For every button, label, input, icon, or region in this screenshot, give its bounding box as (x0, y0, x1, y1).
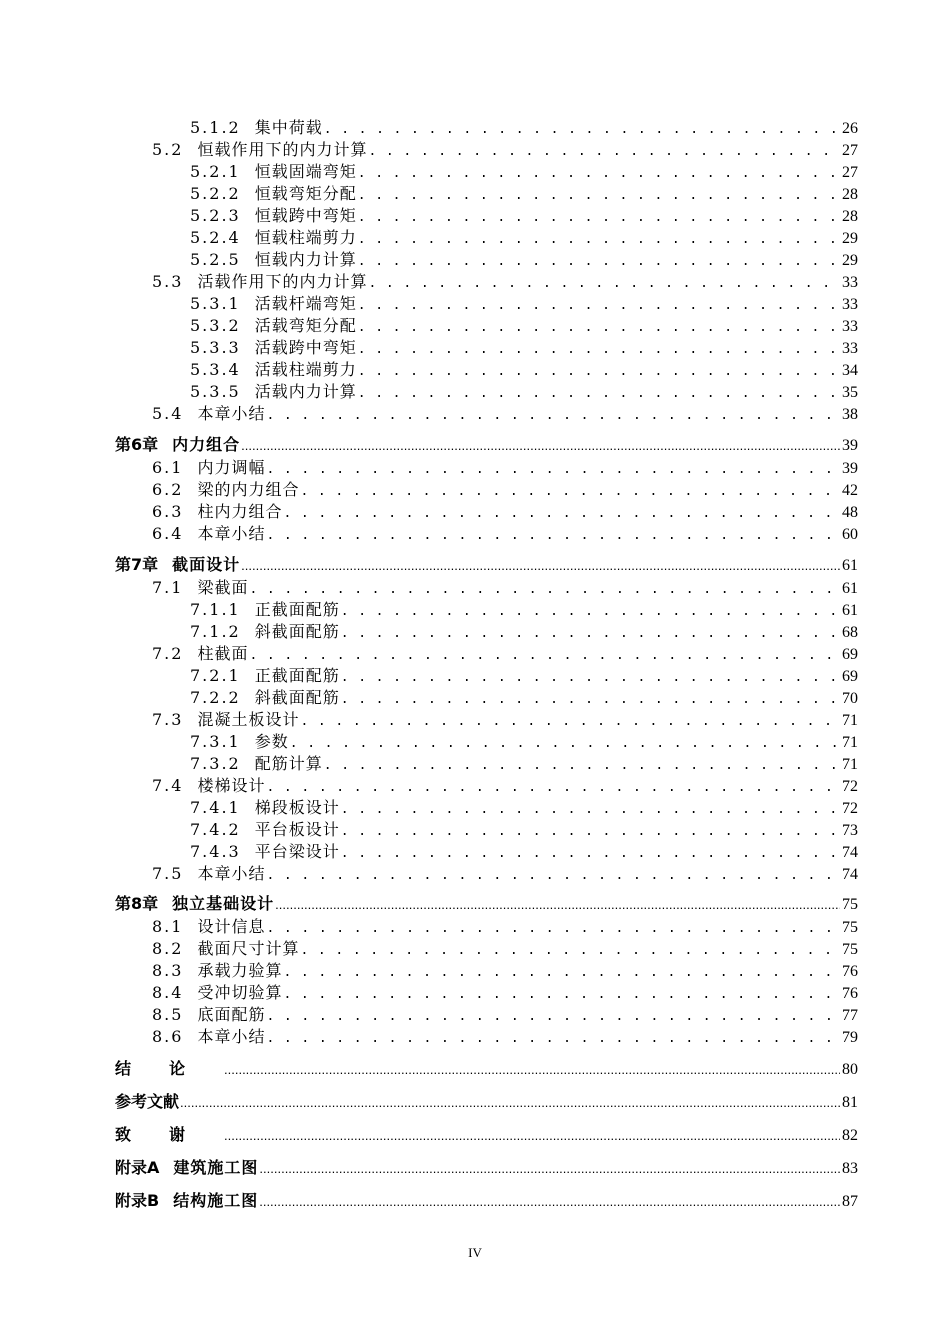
dot-leader (358, 162, 840, 181)
toc-number: 6.2 (152, 480, 184, 499)
toc-page: 34 (842, 362, 858, 379)
toc-page: 72 (842, 800, 858, 817)
toc-page: 72 (842, 778, 858, 795)
toc-number: 7.3.1 (190, 732, 241, 751)
toc-page: 28 (842, 208, 858, 225)
toc-number: 6.1 (152, 458, 184, 477)
dot-leader (358, 250, 840, 269)
toc-title: 本章小结 (197, 524, 266, 543)
toc-title: 受冲切验算 (197, 983, 283, 1002)
dot-leader (266, 1005, 840, 1024)
toc-entry[interactable] (190, 203, 858, 226)
toc-number: 8.6 (152, 1027, 184, 1046)
toc-entry[interactable] (190, 225, 858, 248)
toc-page: 27 (842, 164, 858, 181)
toc-number: 5.3.4 (190, 360, 241, 379)
toc-title: 参数 (254, 732, 289, 751)
toc-entry[interactable] (190, 291, 858, 314)
toc-entry[interactable] (190, 817, 858, 840)
dot-leader (358, 206, 840, 225)
toc-number: 5.3.5 (190, 382, 241, 401)
chapter-number: 第7章 (115, 555, 159, 574)
toc-page: 28 (842, 186, 858, 203)
toc-title: 恒载柱端剪力 (254, 228, 357, 247)
toc-title: 梯段板设计 (254, 798, 340, 817)
toc-entry[interactable] (152, 455, 858, 478)
toc-entry[interactable] (190, 357, 858, 380)
dot-leader (275, 894, 840, 913)
toc-page: 76 (842, 985, 858, 1002)
toc-page: 33 (842, 318, 858, 335)
dot-leader (266, 524, 840, 543)
dot-leader (341, 600, 840, 619)
page-number: IV (468, 1245, 482, 1260)
toc-entry[interactable] (152, 980, 858, 1003)
toc-title: 混凝土板设计 (197, 710, 300, 729)
toc-entry[interactable] (152, 477, 858, 500)
dot-leader (358, 228, 840, 247)
dot-leader (224, 1059, 840, 1078)
dot-leader (241, 555, 840, 574)
toc-page: 79 (842, 1029, 858, 1046)
dot-leader (324, 118, 840, 137)
dot-leader (368, 140, 840, 159)
dot-leader (266, 458, 840, 477)
toc-title: 承载力验算 (197, 961, 283, 980)
toc-page: 87 (842, 1193, 858, 1210)
toc-entry[interactable] (190, 159, 858, 182)
dot-leader (300, 480, 840, 499)
chapter-title: 截面设计 (172, 555, 241, 574)
toc-number: 5.1.2 (190, 118, 241, 137)
toc-page: 48 (842, 504, 858, 521)
toc-entry[interactable] (190, 685, 858, 708)
toc-number: 5.4 (152, 404, 184, 423)
toc-appendix-a[interactable] (115, 1155, 858, 1178)
toc-title: 活载弯矩分配 (254, 316, 357, 335)
toc-page: 61 (842, 580, 858, 597)
toc-title: 恒载作用下的内力计算 (197, 140, 368, 159)
toc-entry[interactable] (152, 958, 858, 981)
toc-page: 80 (842, 1061, 858, 1078)
toc-page: 82 (842, 1127, 858, 1144)
dot-leader (324, 754, 840, 773)
toc-number: 5.2 (152, 140, 184, 159)
dot-leader (341, 688, 840, 707)
toc-page: 81 (842, 1094, 858, 1111)
toc-title: 斜截面配筋 (254, 688, 340, 707)
toc-page: 69 (842, 646, 858, 663)
toc-entry[interactable] (152, 401, 858, 424)
chapter-title: 独立基础设计 (172, 894, 275, 913)
dot-leader (224, 1125, 840, 1144)
dot-leader (266, 864, 840, 883)
toc-title: 本章小结 (197, 404, 266, 423)
chapter-title: 致谢 (115, 1125, 224, 1144)
toc-number: 5.2.5 (190, 250, 241, 269)
toc-conclusion[interactable] (115, 1056, 858, 1079)
toc-page: 27 (842, 142, 858, 159)
toc-entry[interactable] (190, 729, 858, 752)
toc-title: 柱截面 (197, 644, 249, 663)
dot-leader (300, 939, 840, 958)
toc-page: 33 (842, 340, 858, 357)
toc-page: 61 (842, 557, 858, 574)
toc-number: 8.3 (152, 961, 184, 980)
toc-number: 7.1 (152, 578, 184, 597)
toc-title: 恒载内力计算 (254, 250, 357, 269)
toc-entry[interactable] (152, 137, 858, 160)
toc-title: 梁的内力组合 (197, 480, 300, 499)
toc-number: 7.2.1 (190, 666, 241, 685)
toc-entry[interactable] (190, 335, 858, 358)
toc-entry[interactable] (190, 597, 858, 620)
toc-acknowledgements[interactable] (115, 1122, 858, 1145)
toc-page: 33 (842, 274, 858, 291)
toc-title: 正截面配筋 (254, 666, 340, 685)
toc-appendix-b[interactable] (115, 1188, 858, 1211)
dot-leader (300, 710, 840, 729)
toc-number: 5.2.2 (190, 184, 241, 203)
toc-number: 7.5 (152, 864, 184, 883)
dot-leader (341, 842, 840, 861)
toc-number: 8.2 (152, 939, 184, 958)
toc-number: 8.1 (152, 917, 184, 936)
toc-title: 楼梯设计 (197, 776, 266, 795)
toc-title: 梁截面 (197, 578, 249, 597)
dot-leader (259, 1191, 840, 1210)
dot-leader (341, 798, 840, 817)
toc-entry[interactable] (152, 773, 858, 796)
appendix-title: 结构施工图 (173, 1191, 259, 1210)
toc-entry[interactable] (152, 707, 858, 730)
dot-leader (266, 404, 840, 423)
toc-page: 68 (842, 624, 858, 641)
toc-title: 柱内力组合 (197, 502, 283, 521)
toc-title: 活载作用下的内力计算 (197, 272, 368, 291)
toc-number: 7.4.2 (190, 820, 241, 839)
dot-leader (283, 983, 840, 1002)
dot-leader (341, 622, 840, 641)
chapter-number: 第6章 (115, 435, 159, 454)
toc-number: 8.5 (152, 1005, 184, 1024)
dot-leader (283, 502, 840, 521)
toc-title: 平台板设计 (254, 820, 340, 839)
toc-page: 76 (842, 963, 858, 980)
toc-title: 设计信息 (197, 917, 266, 936)
toc-page: 26 (842, 120, 858, 137)
dot-leader (266, 917, 840, 936)
toc-title: 活载内力计算 (254, 382, 357, 401)
dot-leader (266, 776, 840, 795)
dot-leader (283, 961, 840, 980)
toc-title: 底面配筋 (197, 1005, 266, 1024)
toc-page: 71 (842, 756, 858, 773)
toc-title: 截面尺寸计算 (197, 939, 300, 958)
toc-entry[interactable] (190, 751, 858, 774)
dot-leader (368, 272, 840, 291)
toc-title: 斜截面配筋 (254, 622, 340, 641)
toc-entry[interactable] (152, 575, 858, 598)
chapter-title: 参考文献 (115, 1092, 180, 1111)
toc-title: 平台梁设计 (254, 842, 340, 861)
toc-number: 5.3.3 (190, 338, 241, 357)
toc-entry[interactable] (152, 269, 858, 292)
toc-number: 7.4 (152, 776, 184, 795)
toc-number: 5.3.1 (190, 294, 241, 313)
dot-leader (290, 732, 840, 751)
toc-page: 29 (842, 230, 858, 247)
toc-number: 7.1.2 (190, 622, 241, 641)
toc-page: 71 (842, 734, 858, 751)
toc-page: 38 (842, 406, 858, 423)
toc-title: 本章小结 (197, 864, 266, 883)
toc-page: 75 (842, 941, 858, 958)
toc-page: 60 (842, 526, 858, 543)
toc-number: 6.4 (152, 524, 184, 543)
toc-title: 本章小结 (197, 1027, 266, 1046)
toc-title: 恒载跨中弯矩 (254, 206, 357, 225)
appendix-label: 附录B (115, 1191, 160, 1210)
chapter-title: 结论 (115, 1059, 224, 1078)
toc-number: 7.1.1 (190, 600, 241, 619)
toc-number: 7.3.2 (190, 754, 241, 773)
dot-leader (358, 316, 840, 335)
toc-title: 集中荷载 (254, 118, 323, 137)
toc-title: 恒载固端弯矩 (254, 162, 357, 181)
dot-leader (358, 338, 840, 357)
toc-number: 7.4.3 (190, 842, 241, 861)
toc-entry[interactable] (190, 839, 858, 862)
toc-page: 71 (842, 712, 858, 729)
toc-number: 7.2 (152, 644, 184, 663)
toc-page: 29 (842, 252, 858, 269)
toc-chapter[interactable] (115, 432, 858, 455)
toc-entry[interactable] (190, 181, 858, 204)
dot-leader (241, 435, 840, 454)
toc-title: 恒载弯矩分配 (254, 184, 357, 203)
toc-number: 8.4 (152, 983, 184, 1002)
toc-page: 83 (842, 1160, 858, 1177)
dot-leader (358, 294, 840, 313)
dot-leader (180, 1092, 840, 1111)
toc-entry[interactable] (152, 521, 858, 544)
toc-number: 7.2.2 (190, 688, 241, 707)
dot-leader (259, 1158, 840, 1177)
toc-page: 74 (842, 844, 858, 861)
toc-entry[interactable] (190, 663, 858, 686)
toc-page: 42 (842, 482, 858, 499)
appendix-label: 附录A (115, 1158, 160, 1177)
toc-title: 活载跨中弯矩 (254, 338, 357, 357)
toc-number: 5.3 (152, 272, 184, 291)
toc-page: 73 (842, 822, 858, 839)
toc-entry[interactable] (190, 115, 858, 138)
toc-entry[interactable] (152, 1024, 858, 1047)
toc-page: 39 (842, 460, 858, 477)
toc-entry[interactable] (152, 499, 858, 522)
toc-title: 活载柱端剪力 (254, 360, 357, 379)
dot-leader (358, 184, 840, 203)
toc-entry[interactable] (152, 641, 858, 664)
appendix-title: 建筑施工图 (173, 1158, 259, 1177)
toc-title: 活载杆端弯矩 (254, 294, 357, 313)
dot-leader (341, 666, 840, 685)
dot-leader (266, 1027, 840, 1046)
toc-page: 61 (842, 602, 858, 619)
dot-leader (249, 578, 840, 597)
dot-leader (358, 382, 840, 401)
toc-entry[interactable] (190, 379, 858, 402)
toc-title: 内力调幅 (197, 458, 266, 477)
toc-entry[interactable] (190, 247, 858, 270)
toc-number: 7.4.1 (190, 798, 241, 817)
toc-page: 70 (842, 690, 858, 707)
toc-entry[interactable] (152, 936, 858, 959)
toc-references[interactable] (115, 1089, 858, 1112)
dot-leader (358, 360, 840, 379)
toc-page: 77 (842, 1007, 858, 1024)
toc-page: 69 (842, 668, 858, 685)
toc-page: 75 (842, 919, 858, 936)
toc-page: 35 (842, 384, 858, 401)
chapter-number: 第8章 (115, 894, 159, 913)
toc-entry[interactable] (190, 313, 858, 336)
toc-page: 74 (842, 866, 858, 883)
chapter-title: 内力组合 (172, 435, 241, 454)
toc-number: 7.3 (152, 710, 184, 729)
toc-entry[interactable] (190, 619, 858, 642)
toc-title: 配筋计算 (254, 754, 323, 773)
toc-number: 6.3 (152, 502, 184, 521)
toc-entry[interactable] (152, 861, 858, 884)
toc-page: 39 (842, 437, 858, 454)
toc-entry[interactable] (152, 914, 858, 937)
dot-leader (249, 644, 840, 663)
dot-leader (341, 820, 840, 839)
toc-number: 5.2.1 (190, 162, 241, 181)
toc-page: 33 (842, 296, 858, 313)
toc-chapter[interactable] (115, 552, 858, 575)
toc-number: 5.2.4 (190, 228, 241, 247)
toc-entry[interactable] (152, 1002, 858, 1025)
toc-entry[interactable] (190, 795, 858, 818)
toc-page: 75 (842, 896, 858, 913)
toc-chapter[interactable] (115, 891, 858, 914)
toc-number: 5.3.2 (190, 316, 241, 335)
toc-title: 正截面配筋 (254, 600, 340, 619)
toc-number: 5.2.3 (190, 206, 241, 225)
